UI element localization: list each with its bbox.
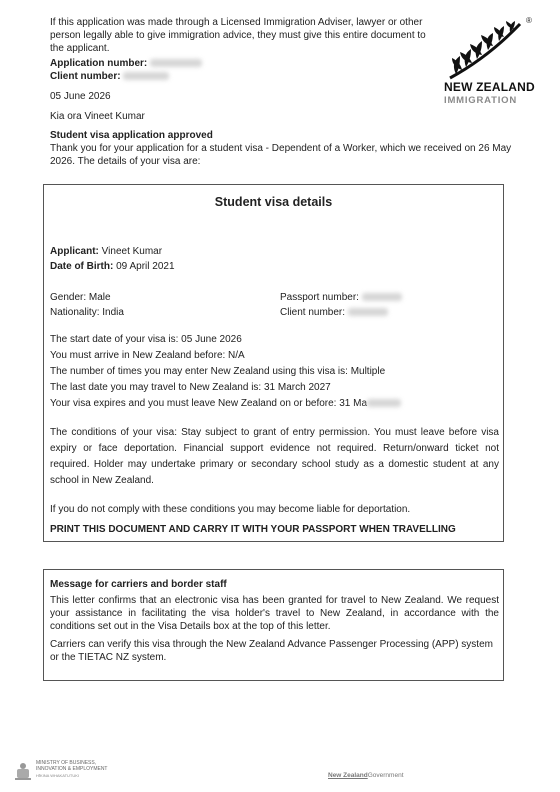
visa-details-title: Student visa details [214,195,333,209]
carriers-heading: Message for carriers and border staff [50,579,227,590]
entries: The number of times you may enter New Zealand using this visa is: Multiple [50,366,386,377]
client-number-box-redacted [348,308,388,316]
nationality: Nationality: India [50,307,124,318]
letter-date: 05 June 2026 [50,91,111,102]
start-date: The start date of your visa is: 05 June 2026 [50,334,242,345]
logo-line1: NEW ZEALAND [444,80,535,94]
deportation-warning: If you do not comply with these conditions you may become liable for deportation. [50,504,411,515]
visa-details-box [43,184,504,542]
application-number-label: Application number: [50,58,148,69]
approval-body: Thank you for your application for a student visa - Dependent of a Worker, which we received on 26 May 2026. The details of your visa are: [50,143,512,167]
mbie-line2: INNOVATION & EMPLOYMENT [36,766,108,772]
passport-number-redacted [362,293,402,301]
logo-line2: IMMIGRATION [444,95,518,106]
print-notice: PRINT THIS DOCUMENT AND CARRY IT WITH YOUR PASSPORT WHEN TRAVELLING [50,524,456,535]
dob-label: Date of Birth: [50,261,114,272]
registered-mark: ® [526,16,532,25]
last-travel-date: The last date you may travel to New Zealand is: 31 March 2027 [50,382,331,393]
passport-label: Passport number: [280,292,359,303]
approval-heading: Student visa application approved [50,130,213,141]
client-number-label: Client number: [50,71,121,82]
application-number-row [50,57,202,70]
application-number-redacted [150,59,202,67]
carriers-box [43,569,504,681]
govt-part2: Government [367,772,404,779]
expiry: Your visa expires and you must leave New Zealand on or before: 31 Ma [50,398,368,409]
applicant-label: Applicant: [50,246,99,257]
coat-of-arms-icon [14,762,32,782]
nz-government-logo [328,769,404,782]
applicant-row [50,245,162,258]
mbie-line3: HĪKINA WHAKATUTUKI [36,773,80,778]
carriers-para2: Carriers can verify this visa through the New Zealand Advance Passenger Processing (APP) system or the TIETAC NZ system. [50,639,493,663]
dob-row [50,260,175,273]
client-label: Client number: [280,307,346,318]
expiry-row [50,397,401,410]
intermediary-notice: If this application was made through a Licensed Immigration Adviser, lawyer or other person legally able to give immigration advice, they must give this entire document to the applicant. [50,17,426,54]
greeting: Kia ora Vineet Kumar [50,111,145,122]
applicant-value: Vineet Kumar [101,246,163,257]
client-number-redacted [123,72,169,80]
expiry-redacted [367,399,401,407]
nz-immigration-logo [438,14,538,104]
govt-part1: New Zealand [328,772,368,779]
client-row [280,306,388,319]
client-number-row [50,70,169,83]
dob-value: 09 April 2021 [116,261,175,272]
carriers-para1: This letter confirms that an electronic visa has been granted for travel to New Zealand. We request your assistance in facilitating the visa holder's travel to New Zealand, in accordance with the conditions set out in the Visa Details box at the top of this letter. [50,595,499,632]
passport-row [280,291,402,304]
arrive-before: You must arrive in New Zealand before: N/A [50,350,245,361]
gender: Gender: Male [50,292,111,303]
visa-conditions: The conditions of your visa: Stay subject to grant of entry permission. You must leave before visa expiry or face deportation. Financial support evidence not required. Return/onward ticket not required. Holder may undertake primary or secondary school study as a domestic student at any school in New Zealand. [50,427,499,486]
mbie-line1: MINISTRY OF BUSINESS, [36,760,97,766]
silver-fern-icon [442,18,532,80]
mbie-logo [14,760,124,784]
